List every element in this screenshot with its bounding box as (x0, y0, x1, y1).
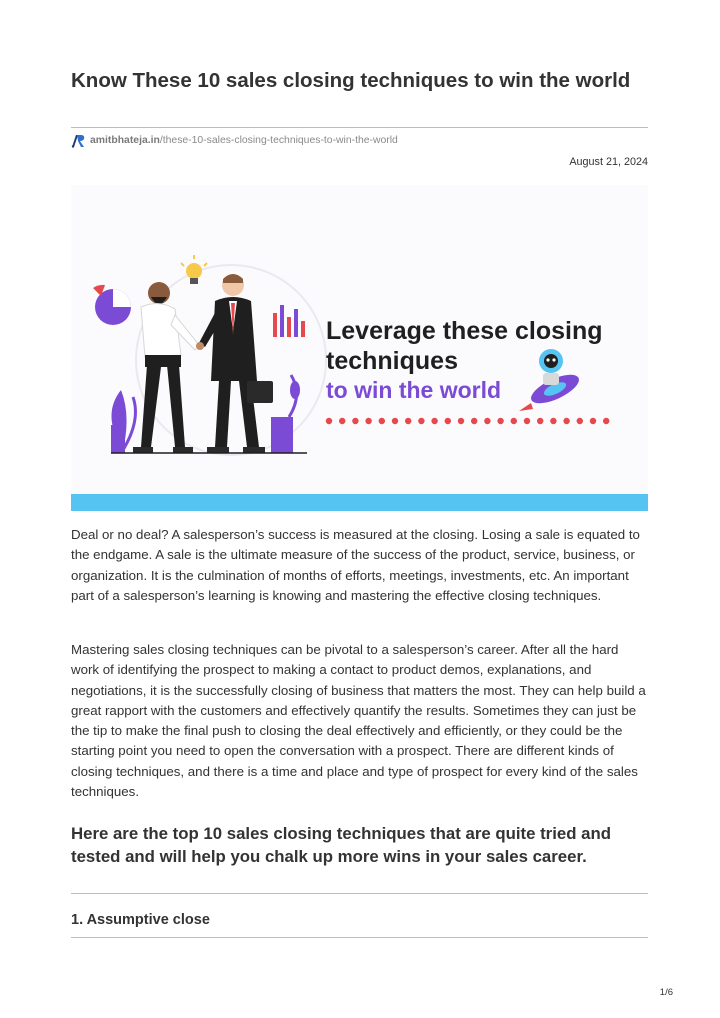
site-logo-icon (71, 132, 87, 148)
hero-dot (511, 418, 517, 424)
section-divider (71, 893, 648, 894)
hero-dot (497, 418, 503, 424)
article-title: Know These 10 sales closing techniques to win the world (71, 69, 631, 92)
subheading-divider (71, 937, 648, 938)
handshake (196, 342, 204, 350)
salesman-left-figure (133, 282, 199, 453)
hero-dotted-line (326, 418, 610, 424)
hero-bottom-bar (71, 494, 648, 511)
pie-chart-icon (93, 285, 131, 325)
hero-dot (471, 418, 477, 424)
hero-dot (445, 418, 451, 424)
subheading-assumptive-close: 1. Assumptive close (71, 912, 210, 928)
hero-dot (537, 418, 543, 424)
section-heading: Here are the top 10 sales closing techniques that are quite tried and tested and will help you chalk up more wins in your sales career. (71, 824, 611, 866)
title-divider (71, 127, 648, 128)
hero-dot (524, 418, 530, 424)
hero-dot (326, 418, 332, 424)
hero-dot (379, 418, 385, 424)
hero-dot (484, 418, 490, 424)
publish-date: August 21, 2024 (569, 156, 648, 168)
hero-illustration (71, 185, 648, 511)
source-domain[interactable]: amitbhateja.in (90, 134, 160, 146)
hero-dot (590, 418, 596, 424)
source-path[interactable]: /these-10-sales-closing-techniques-to-win-the-world (159, 134, 398, 146)
paragraph-mastering: Mastering sales closing techniques can be pivotal to a salesperson’s career. After all the hard work of identifying the prospect to making a contact to product demos, explanations, and negotiations, it is the successfully closing of business that matters the most. They can help build a great rapport with the customers and effectively quantify the results. Sometimes they can just be the tip to make the final push to closing the deal effectively and efficiently, or they could be the starting point you need to open the conversation with a prospect. There are different kinds of closing techniques, and there is a time and place and type of prospect for every kind of the sales techniques. (71, 642, 646, 800)
hero-dot (603, 418, 609, 424)
hero-headline-line2: techniques (326, 347, 458, 375)
hero-dot (577, 418, 583, 424)
hero-headline-line3: to win the world (326, 377, 502, 403)
hero-dot (339, 418, 345, 424)
hero-dot (550, 418, 556, 424)
hero-dot (458, 418, 464, 424)
hero-dot (418, 418, 424, 424)
source-line (71, 130, 398, 150)
hero-dot (365, 418, 371, 424)
hero-dot (392, 418, 398, 424)
hero-headline-line1: Leverage these closing (326, 317, 603, 345)
salesman-right-figure (199, 274, 273, 453)
hero-dot (405, 418, 411, 424)
paragraph-intro: Deal or no deal? A salesperson’s success is measured at the closing. Losing a sale is equated to the endgame. A sale is the ultimate measure of the success of the product, service, business, or organization. It is the culmination of months of efforts, meetings, investments, etc. An important part of a salesperson’s learning is knowing and mastering the effective closing techniques. (71, 527, 640, 603)
hero-dot (431, 418, 437, 424)
page-number: 1/6 (659, 987, 673, 998)
hero-image (71, 185, 648, 511)
right-plant (271, 375, 300, 453)
hero-dot (352, 418, 358, 424)
hero-dot (563, 418, 569, 424)
bar-chart-icon (273, 305, 305, 337)
robot-rocket-icon (519, 349, 583, 411)
left-plant (111, 390, 135, 453)
